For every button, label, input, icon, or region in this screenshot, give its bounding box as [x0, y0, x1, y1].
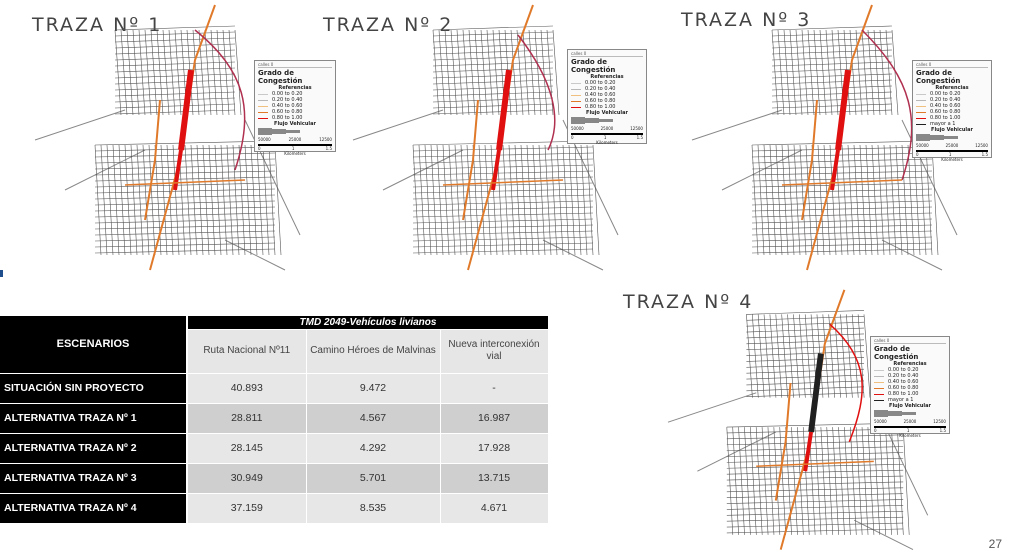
column-header: Ruta Nacional Nº11 — [187, 329, 306, 373]
row-value: 9.472 — [306, 373, 440, 403]
legend-title: Grado de Congestión — [258, 69, 303, 85]
legend-range-label: 0.80 to 1.00 — [888, 391, 919, 397]
row-label: ALTERNATIVA TRAZA Nº 4 — [0, 493, 187, 523]
table-row — [0, 373, 548, 403]
legend-traza-2 — [567, 49, 647, 144]
row-label: SITUACIÓN SIN PROYECTO — [0, 373, 187, 403]
legend-swatch — [916, 112, 926, 113]
legend-traza-1 — [254, 60, 336, 156]
legend-range-label: mayor a 1 — [930, 121, 956, 127]
scale-value: 0 — [571, 135, 574, 140]
scale-value: 1.5 — [939, 428, 946, 433]
legend-swatch — [258, 100, 268, 101]
flow-value: 25000 — [903, 419, 917, 424]
row-value: 40.893 — [187, 373, 306, 403]
legend-swatch — [916, 94, 926, 95]
legend-flow-label: Flujo Vehicular — [274, 121, 316, 127]
scale-value: 1 — [603, 135, 607, 140]
legend-swatch — [258, 94, 268, 95]
row-value: 28.145 — [187, 433, 306, 463]
row-value: 5.701 — [306, 463, 440, 493]
legend-range-label: 0.40 to 0.60 — [585, 92, 616, 98]
flow-value: 12500 — [975, 143, 988, 148]
table-row — [0, 463, 548, 493]
legend-scale-unit: Kilometers — [284, 151, 306, 156]
legend-range-label: 0.60 to 0.80 — [930, 109, 961, 115]
legend-header: calles 0 — [571, 51, 643, 57]
street-grid-south — [413, 141, 599, 255]
legend-flow-values — [258, 137, 332, 142]
column-header: Nueva interconexión vial — [440, 329, 548, 373]
map-title-traza-1: TRAZA Nº 1 — [32, 14, 163, 36]
legend-title: Grado de Congestión — [916, 69, 961, 85]
row-label: ALTERNATIVA TRAZA Nº 1 — [0, 403, 187, 433]
legend-range-label: 0.60 to 0.80 — [888, 385, 919, 391]
row-value: 13.715 — [440, 463, 548, 493]
row-value: 37.159 — [187, 493, 306, 523]
row-value: 4.567 — [306, 403, 440, 433]
legend-swatch — [571, 101, 581, 102]
scale-value: 1.5 — [325, 146, 332, 151]
legend-range-label: 0.40 to 0.60 — [930, 103, 961, 109]
legend-flow-label: Flujo Vehicular — [931, 127, 973, 133]
legend-flow-label: Flujo Vehicular — [889, 403, 931, 409]
legend-range-label: 0.80 to 1.00 — [930, 115, 961, 121]
flow-bar — [902, 412, 916, 415]
street-grid-north — [772, 26, 898, 115]
legend-range-label: 0.40 to 0.60 — [272, 103, 303, 109]
legend-swatch — [916, 106, 926, 107]
tmd-table — [0, 316, 549, 523]
legend-scale-bar — [571, 133, 643, 140]
heroes-malvinas-road — [463, 100, 478, 220]
street-grid-south — [727, 423, 909, 535]
legend-swatch — [258, 112, 268, 113]
column-header: Camino Héroes de Malvinas — [306, 329, 440, 373]
legend-swatch — [571, 95, 581, 96]
legend-swatch — [258, 106, 268, 107]
legend-flow-values — [916, 143, 988, 148]
legend-swatch — [874, 400, 884, 401]
flow-value: 12500 — [630, 126, 643, 131]
legend-flow-bars — [571, 117, 643, 124]
scale-value: 1.5 — [981, 152, 988, 157]
legend-range-label: 0.00 to 0.20 — [272, 91, 303, 97]
legend-scale-bar — [258, 144, 332, 151]
legend-scale-bar — [916, 150, 988, 157]
legend-header: calles 0 — [258, 62, 332, 68]
legend-range-label: 0.40 to 0.60 — [888, 379, 919, 385]
legend-range-label: 0.00 to 0.20 — [930, 91, 961, 97]
row-label: ALTERNATIVA TRAZA Nº 2 — [0, 433, 187, 463]
row-value: 4.671 — [440, 493, 548, 523]
legend-range-label: 0.20 to 0.40 — [272, 97, 303, 103]
flow-bar — [585, 118, 599, 123]
legend-swatch — [916, 100, 926, 101]
tmd-group-header: TMD 2049-Vehículos livianos — [187, 316, 548, 329]
table-row — [0, 493, 548, 523]
legend-range-label: 0.20 to 0.40 — [930, 97, 961, 103]
legend-swatch — [874, 394, 884, 395]
legend-swatch — [874, 382, 884, 383]
flow-bar — [944, 136, 958, 139]
legend-subtitle: Referencias — [278, 85, 312, 91]
legend-swatch — [258, 118, 268, 119]
row-value: 16.987 — [440, 403, 548, 433]
scenarios-header: ESCENARIOS — [0, 316, 187, 373]
row-value: 30.949 — [187, 463, 306, 493]
legend-flow-values — [571, 126, 643, 131]
flow-bar — [286, 130, 300, 133]
legend-subtitle: Referencias — [935, 85, 969, 91]
table-row — [0, 433, 548, 463]
legend-range-label: 0.00 to 0.20 — [585, 80, 616, 86]
street-grid-north — [433, 26, 559, 115]
legend-flow-values — [874, 419, 946, 424]
legend-title: Grado de Congestión — [874, 345, 919, 361]
flow-bar — [874, 410, 888, 417]
flow-bar — [888, 411, 902, 416]
legend-range-label: mayor a 1 — [888, 397, 914, 403]
street-grid-north — [746, 310, 870, 397]
legend-scale-bar — [874, 426, 946, 433]
legend-swatch — [874, 370, 884, 371]
legend-range-label: 0.80 to 1.00 — [585, 104, 616, 110]
flow-value: 50000 — [258, 137, 271, 142]
legend-traza-4 — [870, 336, 950, 438]
map-title-traza-4: TRAZA Nº 4 — [623, 291, 754, 313]
flow-bar — [599, 119, 613, 122]
legend-traza-3 — [912, 60, 992, 162]
legend-scale-unit: Kilometers — [899, 433, 921, 438]
scale-value: 1 — [948, 152, 952, 157]
scale-value: 1.5 — [636, 135, 643, 140]
table-row — [0, 403, 548, 433]
scale-value: 0 — [258, 146, 261, 151]
row-value: 17.928 — [440, 433, 548, 463]
legend-range-label: 0.20 to 0.40 — [888, 373, 919, 379]
legend-subtitle: Referencias — [893, 361, 927, 367]
street-grid-north — [115, 26, 241, 115]
legend-header: calles 0 — [916, 62, 988, 68]
flow-value: 50000 — [571, 126, 584, 131]
flow-value: 25000 — [945, 143, 959, 148]
flow-value: 12500 — [933, 419, 946, 424]
legend-swatch — [874, 388, 884, 389]
legend-range-label: 0.60 to 0.80 — [272, 109, 303, 115]
heroes-malvinas-road — [776, 383, 791, 501]
scale-value: 0 — [874, 428, 877, 433]
flow-bar — [930, 135, 944, 140]
flow-bar — [571, 117, 585, 124]
street-grid-south — [752, 141, 938, 255]
legend-flow-label: Flujo Vehicular — [586, 110, 628, 116]
legend-flow-bars — [258, 128, 332, 135]
legend-range-label: 0.80 to 1.00 — [272, 115, 303, 121]
legend-title: Grado de Congestión — [571, 58, 616, 74]
flow-value: 25000 — [600, 126, 614, 131]
flow-bar — [258, 128, 272, 135]
legend-range-label: 0.20 to 0.40 — [585, 86, 616, 92]
legend-swatch — [571, 83, 581, 84]
row-value: 8.535 — [306, 493, 440, 523]
row-value: 4.292 — [306, 433, 440, 463]
legend-scale-unit: Kilometers — [941, 157, 963, 162]
page-number: 27 — [988, 537, 1002, 551]
legend-swatch — [874, 376, 884, 377]
legend-swatch — [571, 89, 581, 90]
legend-header: calles 0 — [874, 338, 946, 344]
legend-range-label: 0.00 to 0.20 — [888, 367, 919, 373]
scale-value: 1 — [291, 146, 295, 151]
legend-swatch — [916, 124, 926, 125]
flow-value: 12500 — [319, 137, 332, 142]
street-grid-south — [95, 141, 281, 255]
heroes-malvinas-road — [145, 100, 160, 220]
scale-value: 0 — [916, 152, 919, 157]
legend-subtitle: Referencias — [590, 74, 624, 80]
legend-swatch — [571, 107, 581, 108]
map-title-traza-2: TRAZA Nº 2 — [323, 14, 454, 36]
legend-scale-unit: Kilometers — [596, 140, 618, 145]
row-value: 28.811 — [187, 403, 306, 433]
flow-value: 50000 — [916, 143, 929, 148]
flow-value: 50000 — [874, 419, 887, 424]
flow-bar — [272, 129, 286, 134]
row-value: - — [440, 373, 548, 403]
scale-value: 1 — [906, 428, 910, 433]
map-title-traza-3: TRAZA Nº 3 — [681, 9, 812, 31]
legend-flow-bars — [916, 134, 988, 141]
legend-flow-bars — [874, 410, 946, 417]
flow-value: 25000 — [288, 137, 302, 142]
flow-bar — [916, 134, 930, 141]
row-label: ALTERNATIVA TRAZA Nº 3 — [0, 463, 187, 493]
heroes-malvinas-road — [802, 100, 817, 220]
legend-range-label: 0.60 to 0.80 — [585, 98, 616, 104]
legend-swatch — [916, 118, 926, 119]
